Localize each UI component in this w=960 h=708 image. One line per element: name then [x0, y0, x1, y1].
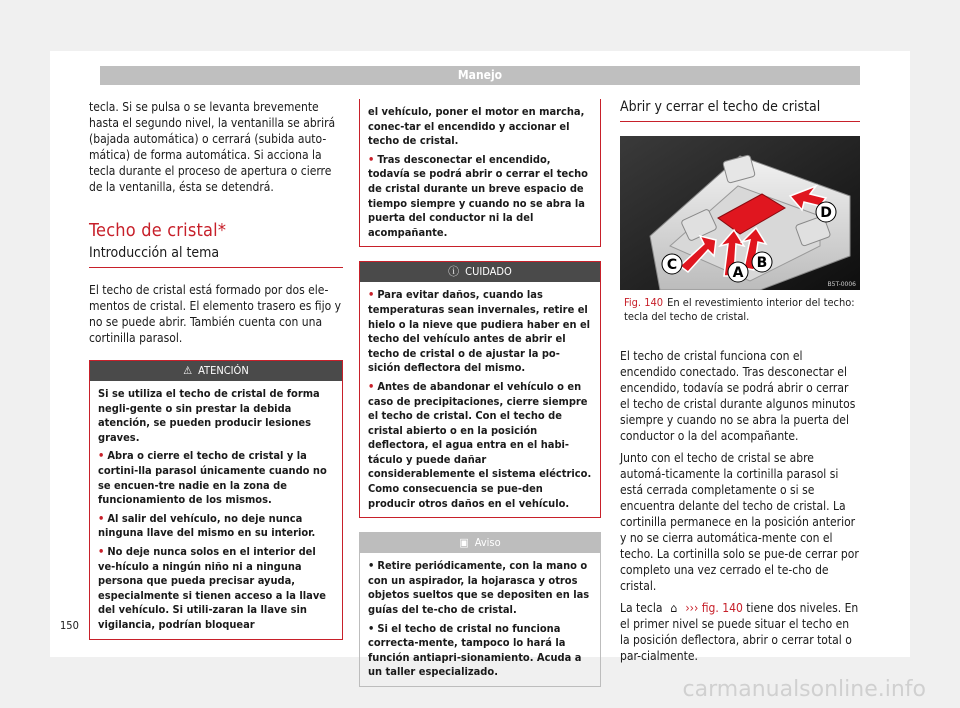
- figure-roof-switch: [620, 136, 860, 290]
- caution-box: [359, 261, 601, 518]
- chapter-header: Manejo: [100, 66, 860, 85]
- figure-caption: [624, 296, 860, 324]
- warning-box-continued: [359, 99, 601, 247]
- note-header: [360, 533, 600, 553]
- note-icon: ▣: [459, 536, 469, 550]
- figure-caption-text: En el revestimiento interior del techo: tecla del techo de cristal.: [624, 296, 855, 323]
- note-item: • Si el techo de cristal no funciona correcta-mente, tampoco lo hará la función antiapri-sionamiento. Acuda a un taller especializado.: [368, 621, 582, 679]
- bullet-icon: •: [98, 449, 105, 463]
- caution-body: [360, 282, 600, 517]
- column-right: [620, 99, 860, 670]
- caution-item: • Antes de abandonar el vehículo o en caso de precipitaciones, cierre siempre el techo de cristal. Con el techo de cristal abierto o en la posición deflectora, el agua entra en el habi-táculo y puede dañar considerablemente el sistema eléctrico. Como consecuencia se pue-den producir otros daños en el vehículo.: [368, 379, 592, 510]
- section-title: Techo de cristal*: [89, 220, 227, 241]
- caution-header: [360, 262, 600, 282]
- roof-paragraph-3: La tecla ⌂ ››› fig. 140 tiene dos niveles. En el primer nivel se puede situar el techo en la posición deflectora, abrir o cerrar total o par-cialmente.: [620, 601, 859, 663]
- note-title: Aviso: [474, 536, 501, 550]
- bullet-icon: •: [98, 544, 105, 558]
- bullet-icon: •: [98, 511, 105, 525]
- intro-paragraph: tecla. Si se pulsa o se levanta brevemente hasta el segundo nivel, la ventanilla se abrirá (bajada automática) o cerrará (subida auto-mática) de forma automática. Si acciona la tecla durante el proceso de apertura o cierre de la ventanilla, ésta se detendrá.: [89, 100, 336, 194]
- warning-item: • No deje nunca solos en el interior del ve-hículo a ningún niño ni a ninguna persona que pueda precisar ayuda, especialmente si tienen acceso a la llave del vehículo. Si utili-zaran la llave sin vigilancia, podrían bloquear: [98, 544, 326, 631]
- bullet-icon: •: [368, 559, 375, 573]
- warning-title: ATENCIÓN: [198, 364, 249, 377]
- column-left: [89, 99, 343, 654]
- page-number: 150: [60, 619, 79, 632]
- roof-key-icon: ⌂: [670, 601, 678, 615]
- warning-item: • Al salir del vehículo, no deje nunca ninguna llave del mismo en su interior.: [98, 511, 316, 540]
- warning-item: • Abra o cierre el techo de cristal y la cortini-lla parasol únicamente cuando no se encuen-tre nadie en la zona de funcionamiento de los mismos.: [98, 449, 327, 507]
- caution-item: • Para evitar daños, cuando las temperaturas sean invernales, retire el hielo o la nieve que pudiera haber en el techo del vehículo antes de abrir el techo de cristal o de ajustar la po-sición deflectora del mismo.: [368, 288, 591, 375]
- warning-header: [90, 361, 342, 381]
- label-a: A: [732, 265, 744, 281]
- label-b: B: [756, 255, 768, 271]
- bullet-icon: •: [368, 288, 375, 302]
- label-c: C: [666, 257, 678, 273]
- bullet-icon: •: [368, 379, 375, 393]
- watermark: carmanualsonline.info: [682, 677, 926, 702]
- subsection-title: Introducción al tema: [89, 245, 343, 268]
- label-d: D: [820, 205, 832, 221]
- warning-box: [89, 360, 343, 640]
- bullet-icon: •: [368, 621, 375, 635]
- roof-paragraph-1: El techo de cristal funciona con el encendido conectado. Tras desconectar el encendido, todavía se podrá abrir o cerrar el techo de cristal durante algunos minutos siempre y cuando no se abra la puerta del conductor o la del acompañante.: [620, 349, 856, 443]
- column-middle: [359, 99, 601, 701]
- figure-code: B5T-0006: [827, 281, 856, 288]
- bullet-icon: •: [368, 152, 375, 166]
- roof-paragraph-2: Junto con el techo de cristal se abre automá-ticamente la cortinilla parasol si está cerrada completamente o si se encuentra delante del techo de cristal. La cortinilla permanece en la posición anterior y no se cierra automática-mente con el techo. La cortinilla solo se pue-de cerrar por completo una vez cerrado el te-cho de cristal.: [620, 451, 859, 593]
- roof-switch-illustration: [620, 136, 860, 290]
- caution-circle-icon: ⓘ: [448, 265, 460, 279]
- section-title-roof: Abrir y cerrar el techo de cristal: [620, 99, 860, 122]
- intro2-paragraph: El techo de cristal está formado por dos ele-mentos de cristal. El elemento trasero es fijo y no se puede abrir. También cuenta con una cortinilla parasol.: [89, 283, 341, 345]
- caution-title: CUIDADO: [465, 265, 512, 279]
- note-item: • Retire periódicamente, con la mano o con un aspirador, la hojarasca y otros objetos sueltos que se depositen en las guías del te-cho de cristal.: [368, 559, 590, 617]
- figure-number: Fig. 140: [624, 296, 664, 309]
- manual-page: [50, 51, 910, 679]
- warning-body: [90, 381, 342, 639]
- warning-triangle-icon: ⚠: [183, 364, 193, 377]
- warning-item: • Tras desconectar el encendido, todavía se podrá abrir o cerrar el techo de cristal durante un breve espacio de tiempo siempre y cuando no se abra la puerta del conductor ni la del acompañante.: [368, 152, 588, 239]
- warning-cont: el vehículo, poner el motor en marcha, conec-tar el encendido y accionar el techo de cristal.: [368, 105, 585, 148]
- warning-continued-body: [360, 99, 600, 246]
- figure-reference-link[interactable]: ››› fig. 140: [685, 601, 743, 615]
- warning-lead: Si se utiliza el techo de cristal de forma negli-gente o sin prestar la debida atención, se pueden producir lesiones graves.: [98, 387, 320, 444]
